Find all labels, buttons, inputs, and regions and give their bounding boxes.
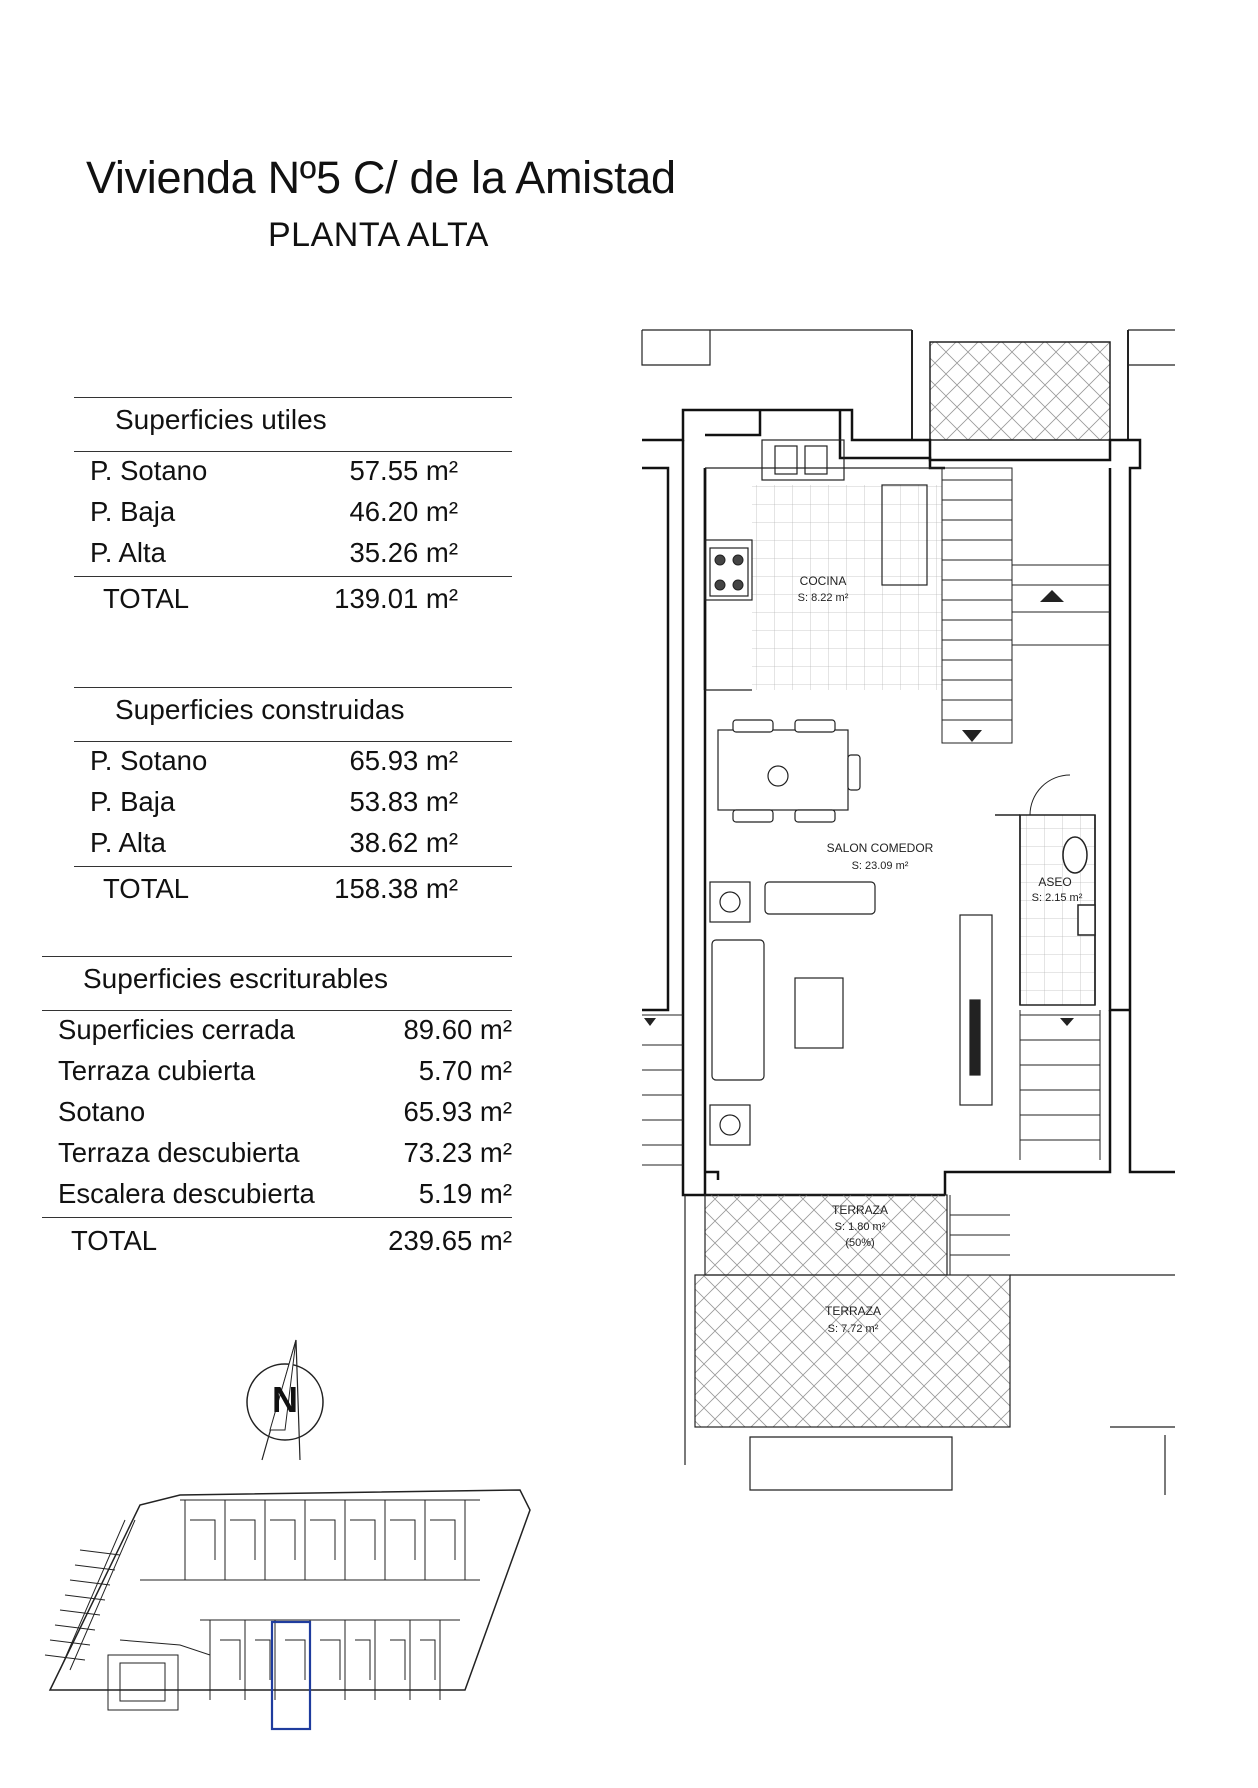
room-area: S: 2.15 m² bbox=[1031, 892, 1083, 904]
sofa bbox=[710, 882, 992, 1145]
page-subtitle: PLANTA ALTA bbox=[268, 216, 489, 254]
table-heading: Superficies construidas bbox=[115, 694, 405, 725]
room-area: S: 8.22 m² bbox=[797, 592, 849, 604]
room-area: S: 7.72 m² bbox=[827, 1323, 879, 1335]
room-note: (50%) bbox=[845, 1237, 875, 1249]
staircase bbox=[942, 468, 1110, 743]
aseo bbox=[995, 775, 1095, 1005]
row-label: P. Alta bbox=[90, 537, 166, 568]
row-value: 53.83 m² bbox=[349, 786, 458, 817]
row-value: 73.23 m² bbox=[403, 1137, 512, 1168]
compass-letter: N bbox=[272, 1379, 298, 1420]
row-value: 38.62 m² bbox=[349, 827, 458, 858]
total-label: TOTAL bbox=[103, 583, 190, 614]
row-value: 89.60 m² bbox=[403, 1014, 512, 1045]
row-label: P. Alta bbox=[90, 827, 166, 858]
selected-unit-highlight bbox=[272, 1622, 310, 1729]
row-label: Sotano bbox=[58, 1096, 146, 1127]
row-value: 35.26 m² bbox=[349, 537, 458, 568]
row-label: Escalera descubierta bbox=[58, 1178, 315, 1209]
total-label: TOTAL bbox=[71, 1225, 158, 1256]
total-value: 239.65 m² bbox=[388, 1225, 512, 1256]
total-value: 139.01 m² bbox=[334, 583, 458, 614]
total-value: 158.38 m² bbox=[334, 873, 458, 904]
total-label: TOTAL bbox=[103, 873, 190, 904]
row-label: P. Baja bbox=[90, 496, 176, 527]
row-label: Superficies cerrada bbox=[58, 1014, 295, 1045]
row-value: 57.55 m² bbox=[349, 455, 458, 486]
row-label: P. Baja bbox=[90, 786, 176, 817]
row-label: Terraza cubierta bbox=[58, 1055, 256, 1086]
dining-table bbox=[718, 720, 860, 822]
stair-arrow-icon bbox=[962, 730, 982, 742]
row-label: Terraza descubierta bbox=[58, 1137, 300, 1168]
hob-icon bbox=[710, 548, 748, 596]
terraza-small bbox=[705, 1195, 947, 1275]
row-label: P. Sotano bbox=[90, 745, 208, 776]
room-name: COCINA bbox=[799, 574, 847, 588]
top-balcony bbox=[642, 330, 1175, 440]
row-value: 46.20 m² bbox=[349, 496, 458, 527]
room-name: TERRAZA bbox=[831, 1203, 889, 1217]
sink-icon bbox=[775, 446, 797, 474]
table-heading: Superficies escriturables bbox=[83, 963, 389, 994]
kitchen-tiles bbox=[752, 485, 942, 690]
room-name: TERRAZA bbox=[824, 1304, 882, 1318]
room-area: S: 23.09 m² bbox=[851, 860, 909, 872]
row-value: 5.70 m² bbox=[418, 1055, 512, 1086]
stair-arrow-icon bbox=[1060, 1018, 1074, 1026]
room-name: SALON COMEDOR bbox=[826, 841, 934, 855]
stair-arrow-icon bbox=[1040, 590, 1064, 602]
table-heading: Superficies utiles bbox=[115, 404, 327, 435]
site-plan bbox=[45, 1490, 530, 1710]
page-title: Vivienda Nº5 C/ de la Amistad bbox=[86, 152, 676, 203]
row-value: 65.93 m² bbox=[403, 1096, 512, 1127]
stair-arrow-icon bbox=[644, 1018, 656, 1026]
row-value: 5.19 m² bbox=[418, 1178, 512, 1209]
row-label: P. Sotano bbox=[90, 455, 208, 486]
room-area: S: 1.80 m² bbox=[834, 1221, 886, 1233]
north-arrow-icon bbox=[247, 1340, 323, 1460]
row-value: 65.93 m² bbox=[349, 745, 458, 776]
room-name: ASEO bbox=[1038, 875, 1072, 889]
